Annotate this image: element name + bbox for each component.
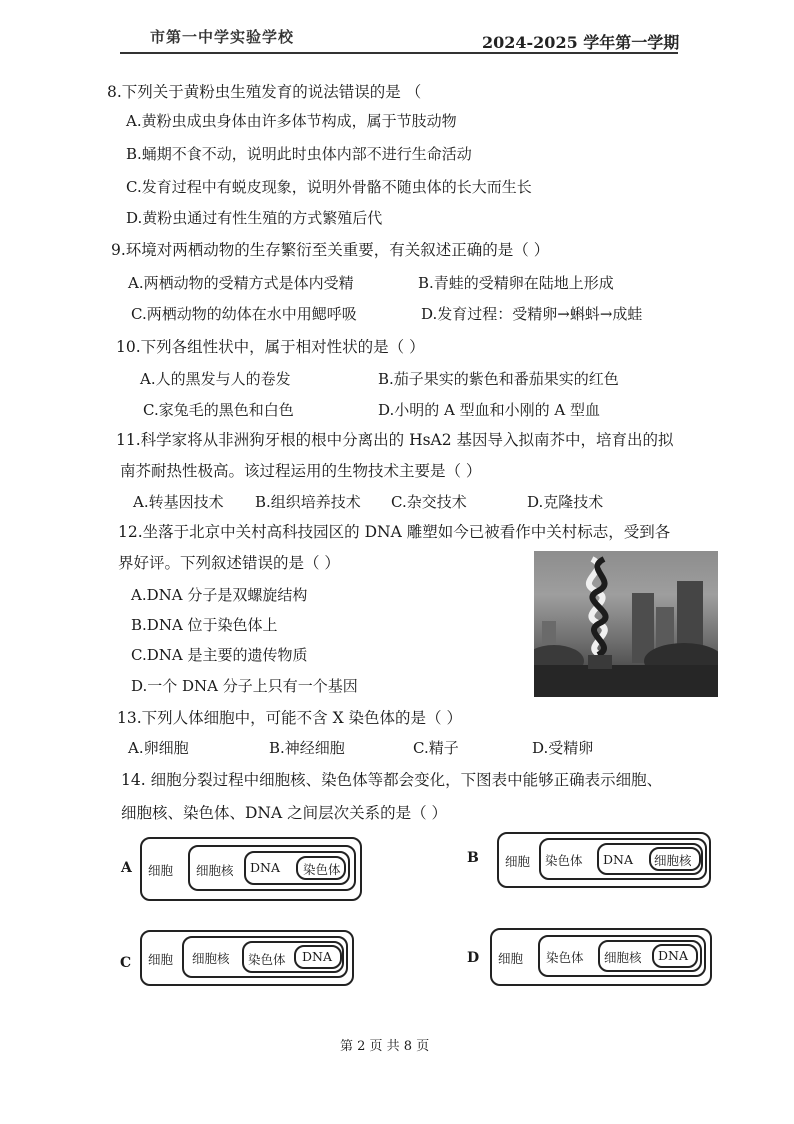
diagram-c-label: C xyxy=(120,955,132,971)
question-13-option-a: A.卵细胞 xyxy=(128,739,189,757)
diagram-d-box-2 xyxy=(538,935,706,977)
question-13-option-d: D.受精卵 xyxy=(532,739,594,757)
question-12-option-b: B.DNA 位于染色体上 xyxy=(131,616,278,634)
question-13-option-b: B.神经细胞 xyxy=(269,739,345,757)
question-11-stem-line-2: 南芥耐热性极高。该过程运用的生物技术主要是（ ） xyxy=(120,462,482,480)
question-11-option-d: D.克隆技术 xyxy=(527,493,604,511)
question-8-option-d: D.黄粉虫通过有性生殖的方式繁殖后代 xyxy=(126,209,383,227)
diagram-c-nucleus-label: 细胞核 xyxy=(192,951,230,966)
question-10-stem: 10.下列各组性状中，属于相对性状的是（ ） xyxy=(116,338,425,356)
question-9-option-a: A.两栖动物的受精方式是体内受精 xyxy=(128,274,354,292)
question-12-option-c: C.DNA 是主要的遗传物质 xyxy=(131,646,308,664)
diagram-b-dna-label: DNA xyxy=(603,852,633,867)
question-9-option-c: C.两栖动物的幼体在水中用鳃呼吸 xyxy=(131,305,357,323)
question-14-stem-line-1: 14. 细胞分裂过程中细胞核、染色体等都会变化，下图表中能够正确表示细胞、 xyxy=(121,771,663,789)
question-12-option-a: A.DNA 分子是双螺旋结构 xyxy=(131,586,308,604)
school-name: 市第一中学实验学校 xyxy=(150,28,295,46)
diagram-a-chromosome-label: 染色体 xyxy=(303,862,341,877)
diagram-a-outer-box xyxy=(140,837,362,901)
diagram-b-box-2 xyxy=(539,838,707,880)
question-8-option-a: A.黄粉虫成虫身体由许多体节构成，属于节肢动物 xyxy=(126,112,457,130)
diagram-c-box-2 xyxy=(182,936,348,978)
diagram-a-dna-label: DNA xyxy=(250,860,280,875)
diagram-d-outer-box xyxy=(490,928,712,986)
question-8-option-c: C.发育过程中有蜕皮现象，说明外骨骼不随虫体的长大而生长 xyxy=(126,178,532,196)
diagram-c-chromosome-label: 染色体 xyxy=(248,952,286,967)
diagram-c-outer-box xyxy=(140,930,354,986)
diagram-b-box-3 xyxy=(597,843,703,875)
question-11-stem-line-1: 11.科学家将从非洲狗牙根的根中分离出的 HsA2 基因导入拟南芥中，培育出的拟 xyxy=(116,431,674,449)
diagram-d-label: D xyxy=(467,950,480,966)
diagram-b-nucleus-label: 细胞核 xyxy=(654,853,692,868)
question-10-option-c: C.家兔毛的黑色和白色 xyxy=(143,401,294,419)
question-9-option-b: B.青蛙的受精卵在陆地上形成 xyxy=(418,274,614,292)
diagram-b-box-4 xyxy=(649,847,701,871)
question-12-stem-line-2: 界好评。下列叙述错误的是（ ） xyxy=(118,554,340,572)
term-label: 2024-2025 学年第一学期 xyxy=(482,33,680,52)
diagram-d-chromosome-label: 染色体 xyxy=(546,950,584,965)
question-8-option-b: B.蛹期不食不动，说明此时虫体内部不进行生命活动 xyxy=(126,145,472,163)
question-8-stem: 8.下列关于黄粉虫生殖发育的说法错误的是 （ xyxy=(107,83,422,101)
question-11-option-b: B.组织培养技术 xyxy=(255,493,361,511)
question-13-stem: 13.下列人体细胞中，可能不含 X 染色体的是（ ） xyxy=(117,709,462,727)
header-divider xyxy=(120,52,678,54)
diagram-c-dna-label: DNA xyxy=(302,949,332,964)
diagram-d-dna-label: DNA xyxy=(658,948,688,963)
question-13-option-c: C.精子 xyxy=(413,739,459,757)
diagram-a-box-2 xyxy=(188,845,356,891)
question-11-option-c: C.杂交技术 xyxy=(391,493,467,511)
question-14-stem-line-2: 细胞核、染色体、DNA 之间层次关系的是（ ） xyxy=(121,804,448,822)
diagram-c-cell-label: 细胞 xyxy=(148,952,174,967)
question-10-option-d: D.小明的 A 型血和小刚的 A 型血 xyxy=(378,401,600,419)
question-10-option-a: A.人的黑发与人的卷发 xyxy=(140,370,291,388)
diagram-b-chromosome-label: 染色体 xyxy=(545,853,583,868)
question-9-option-d: D.发育过程：受精卵→蝌蚪→成蛙 xyxy=(421,305,643,323)
diagram-d-nucleus-label: 细胞核 xyxy=(604,950,642,965)
diagram-a-nucleus-label: 细胞核 xyxy=(196,863,234,878)
diagram-a-cell-label: 细胞 xyxy=(148,863,174,878)
diagram-d-box-4 xyxy=(652,944,698,968)
question-12-option-d: D.一个 DNA 分子上只有一个基因 xyxy=(131,677,358,695)
dna-sculpture-photo xyxy=(534,551,718,697)
diagram-b-outer-box xyxy=(497,832,711,888)
diagram-c-box-3 xyxy=(242,941,344,973)
diagram-a-label: A xyxy=(121,860,132,876)
diagram-a-box-4 xyxy=(296,856,346,880)
question-9-stem: 9.环境对两栖动物的生存繁衍至关重要，有关叙述正确的是（ ） xyxy=(111,241,550,259)
diagram-d-cell-label: 细胞 xyxy=(498,951,524,966)
question-11-option-a: A.转基因技术 xyxy=(133,493,224,511)
diagram-b-cell-label: 细胞 xyxy=(505,854,531,869)
question-10-option-b: B.茄子果实的紫色和番茄果实的红色 xyxy=(378,370,619,388)
diagram-c-box-4 xyxy=(294,945,342,969)
diagram-a-box-3 xyxy=(244,851,350,885)
question-12-stem-line-1: 12.坐落于北京中关村高科技园区的 DNA 雕塑如今已被看作中关村标志，受到各 xyxy=(118,523,671,541)
diagram-b-label: B xyxy=(467,850,479,866)
diagram-d-box-3 xyxy=(598,940,702,972)
page-number: 第 2 页 共 8 页 xyxy=(340,1039,430,1054)
